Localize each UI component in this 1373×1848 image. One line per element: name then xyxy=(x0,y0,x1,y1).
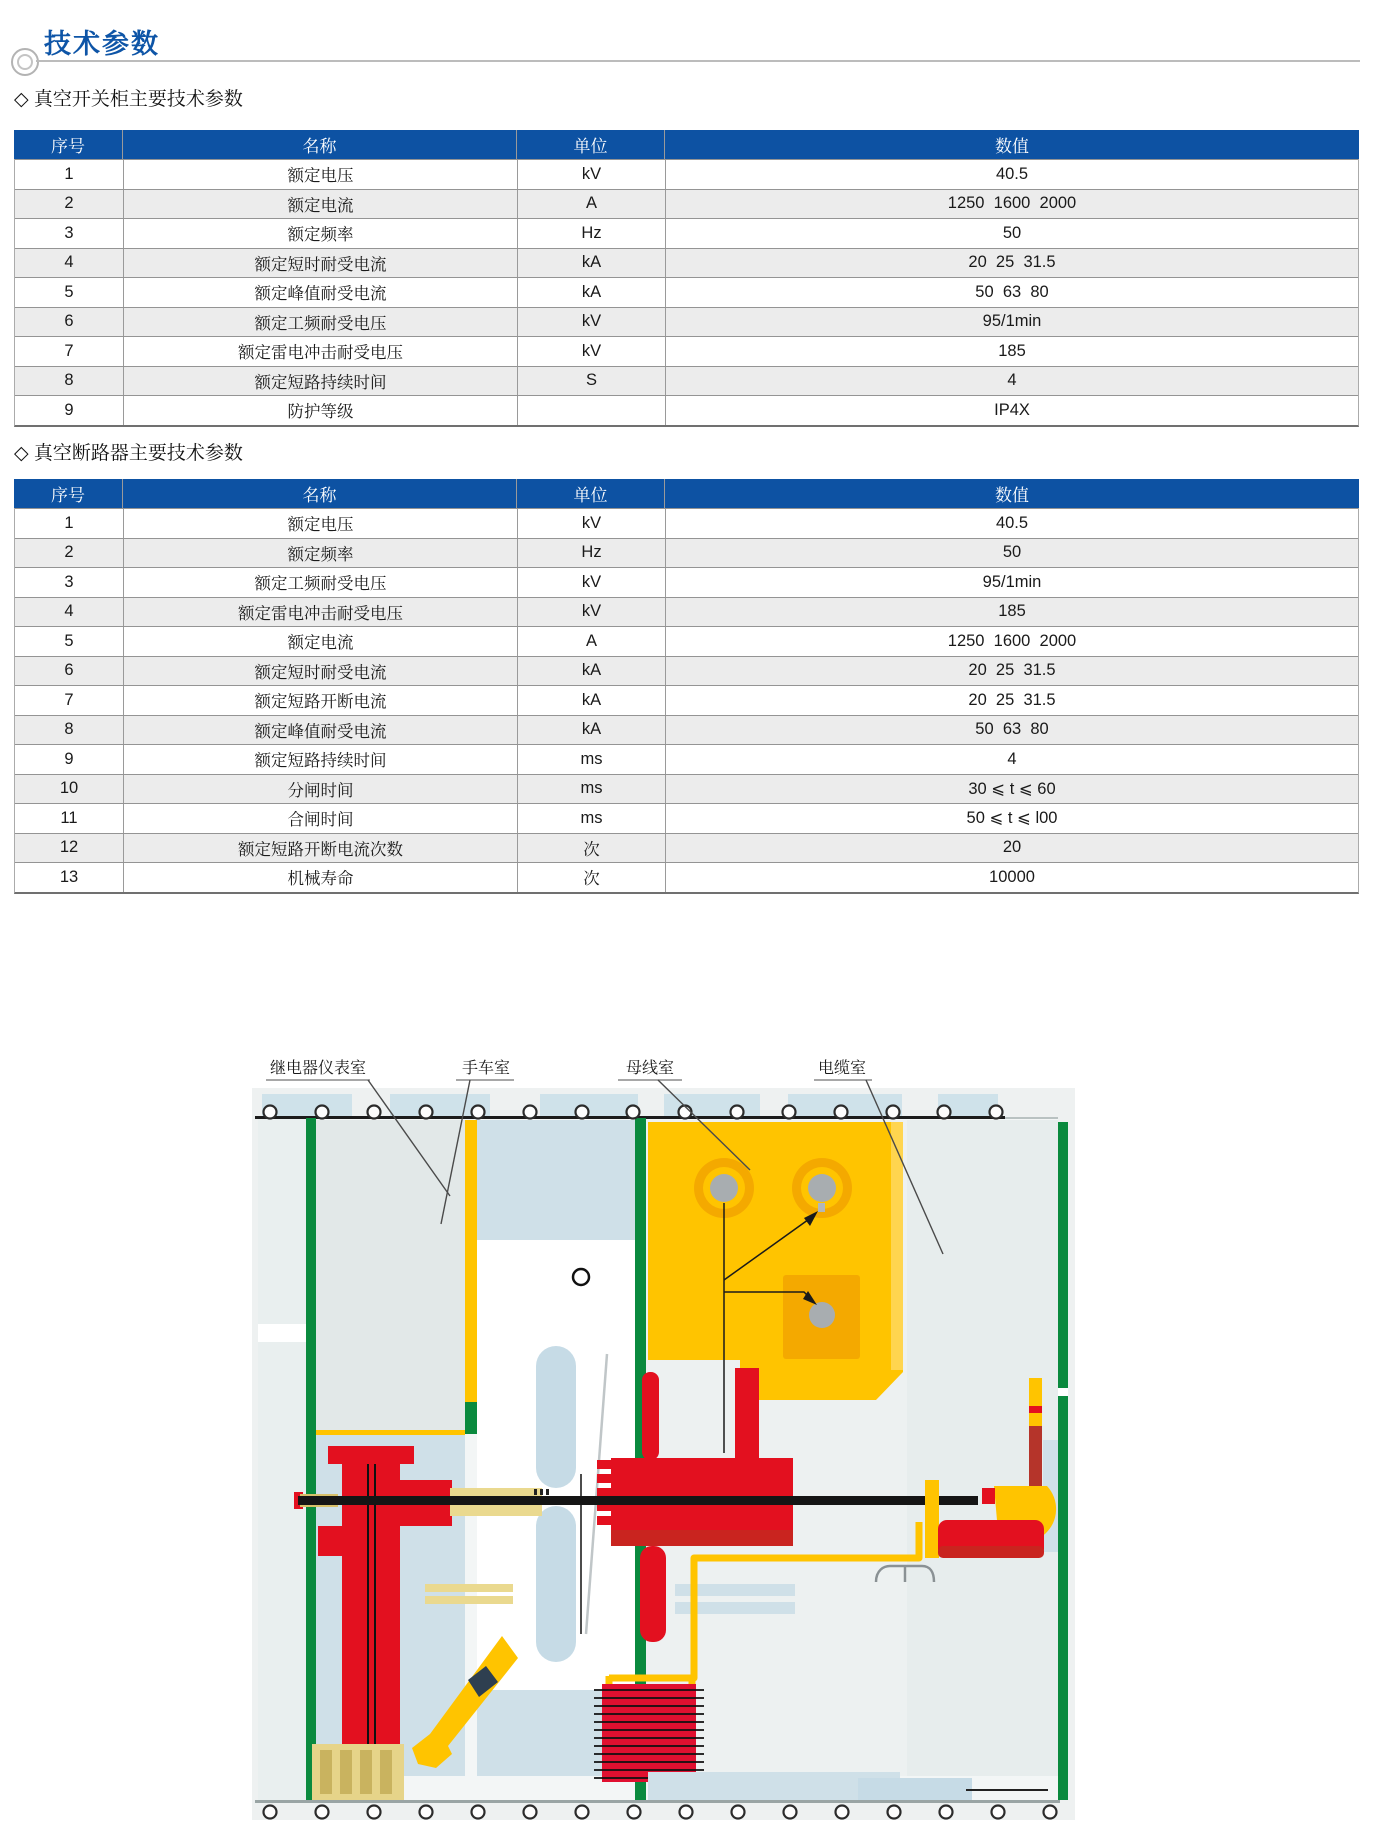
table-row xyxy=(15,189,1358,219)
decorative-ring-inner-icon xyxy=(17,54,33,70)
section-subtitle-breaker: ◇ 真空断路器主要技术参数 xyxy=(14,443,243,464)
table-cell: 防护等级 xyxy=(123,396,517,425)
table-cell: 185 xyxy=(665,337,1358,366)
table-cell: 额定峰值耐受电流 xyxy=(123,278,517,307)
table-cell: S xyxy=(517,367,665,396)
table-row xyxy=(15,656,1358,686)
table-cell: 3 xyxy=(64,572,74,591)
table-row xyxy=(15,159,1358,189)
table-cell: 额定工频耐受电压 xyxy=(123,308,517,337)
table-row xyxy=(15,307,1358,337)
busbar-bushing-icon xyxy=(792,1158,852,1218)
table-cell: 次 xyxy=(517,863,665,892)
table-body xyxy=(14,508,1359,894)
table-cell: 5 xyxy=(64,282,74,301)
table-cell: kA xyxy=(517,686,665,715)
table-cell: 40.5 xyxy=(665,160,1358,189)
table-cell: 4 xyxy=(665,367,1358,396)
column-header: 单位 xyxy=(516,479,664,508)
table-cell: 3 xyxy=(64,223,74,242)
table-cell: 2 xyxy=(64,543,74,562)
table-cell: 95/1min xyxy=(665,568,1358,597)
table-cell: 额定短路持续时间 xyxy=(123,367,517,396)
table-cell: 6 xyxy=(64,312,74,331)
table-row xyxy=(15,862,1358,892)
switchgear-cross-section-diagram xyxy=(0,1028,1373,1848)
table-cell: 额定频率 xyxy=(123,539,517,568)
table-header-row xyxy=(14,479,1359,508)
header-rule xyxy=(36,60,1360,62)
column-header: 数值 xyxy=(664,130,1359,159)
table-cell: 50 63 80 xyxy=(665,716,1358,745)
column-header: 数值 xyxy=(664,479,1359,508)
table-cell: kV xyxy=(517,337,665,366)
label-text: 母线室 xyxy=(625,1060,675,1077)
table-cell: 分闸时间 xyxy=(123,775,517,804)
column-header: 单位 xyxy=(516,130,664,159)
table-cell: 7 xyxy=(64,341,74,360)
table-row xyxy=(15,277,1358,307)
table-cell: 4 xyxy=(64,253,74,272)
table-cell: 额定短时耐受电流 xyxy=(123,249,517,278)
insulator-capsule xyxy=(536,1506,576,1662)
table-cell: 7 xyxy=(64,690,74,709)
table-row xyxy=(15,597,1358,627)
table-cell: 20 25 31.5 xyxy=(665,657,1358,686)
table-cell: 1 xyxy=(64,164,74,183)
table-cell: 额定雷电冲击耐受电压 xyxy=(123,598,517,627)
table-cell: 4 xyxy=(64,602,74,621)
section-subtitle-switchgear: ◇ 真空开关柜主要技术参数 xyxy=(14,89,243,110)
switchgear-parameters-table xyxy=(14,130,1359,427)
table-cell: 40.5 xyxy=(665,509,1358,538)
table-row xyxy=(15,218,1358,248)
table-cell: 机械寿命 xyxy=(123,863,517,892)
label-text: 手车室 xyxy=(461,1060,511,1077)
table-cell: 额定电流 xyxy=(123,190,517,219)
table-cell: 额定电压 xyxy=(123,160,517,189)
table-cell: 9 xyxy=(64,400,74,419)
table-cell: 4 xyxy=(665,745,1358,774)
table-cell: 10 xyxy=(59,779,79,798)
table-cell: 1250 1600 2000 xyxy=(665,190,1358,219)
table-row xyxy=(15,685,1358,715)
table-cell: 12 xyxy=(59,838,79,857)
table-cell: 额定电流 xyxy=(123,627,517,656)
table-cell: 1250 1600 2000 xyxy=(665,627,1358,656)
table-row xyxy=(15,395,1358,425)
table-cell: Hz xyxy=(517,219,665,248)
current-transformer xyxy=(594,1684,704,1782)
table-cell: 2 xyxy=(64,194,74,213)
table-header-row xyxy=(14,130,1359,159)
table-cell: A xyxy=(517,627,665,656)
table-cell: kA xyxy=(517,657,665,686)
table-cell: kV xyxy=(517,308,665,337)
table-row xyxy=(15,774,1358,804)
table-row xyxy=(15,626,1358,656)
table-cell xyxy=(517,396,665,425)
table-cell: 10000 xyxy=(665,863,1358,892)
table-row xyxy=(15,567,1358,597)
table-cell: ms xyxy=(517,804,665,833)
label-text: 继电器仪表室 xyxy=(269,1060,367,1077)
page-title: 技术参数 xyxy=(44,29,160,59)
table-cell: ms xyxy=(517,745,665,774)
table-row xyxy=(15,336,1358,366)
table-cell: 11 xyxy=(60,808,78,827)
table-cell: 8 xyxy=(64,371,74,390)
table-cell: 13 xyxy=(59,867,79,886)
table-cell: 30 ⩽ t ⩽ 60 xyxy=(665,775,1358,804)
table-cell: 额定短路持续时间 xyxy=(123,745,517,774)
table-cell: 额定短路开断电流 xyxy=(123,686,517,715)
table-cell: 1 xyxy=(64,513,74,532)
table-cell: kV xyxy=(517,568,665,597)
table-cell: kA xyxy=(517,278,665,307)
column-header: 名称 xyxy=(122,479,516,508)
table-cell: kV xyxy=(517,160,665,189)
table-cell: 5 xyxy=(64,631,74,650)
table-cell: kV xyxy=(517,598,665,627)
table-cell: 20 xyxy=(665,834,1358,863)
table-cell: 额定短路开断电流次数 xyxy=(123,834,517,863)
table-row xyxy=(15,366,1358,396)
table-cell: 95/1min xyxy=(665,308,1358,337)
table-row xyxy=(15,803,1358,833)
table-cell: 50 xyxy=(665,219,1358,248)
interlock-hole-icon xyxy=(573,1269,589,1285)
table-cell: kA xyxy=(517,249,665,278)
table-row xyxy=(15,744,1358,774)
breaker-parameters-table xyxy=(14,479,1359,894)
table-cell: 9 xyxy=(64,749,74,768)
busbar-bushing-pad-icon xyxy=(783,1275,860,1359)
table-cell: 额定雷电冲击耐受电压 xyxy=(123,337,517,366)
table-cell: Hz xyxy=(517,539,665,568)
table-cell: 50 63 80 xyxy=(665,278,1358,307)
bolt-row-top xyxy=(264,1106,1003,1119)
table-cell: A xyxy=(517,190,665,219)
table-cell: IP4X xyxy=(665,396,1358,425)
table-cell: 50 xyxy=(665,539,1358,568)
column-header: 序号 xyxy=(51,486,85,505)
table-row xyxy=(15,248,1358,278)
table-cell: kA xyxy=(517,716,665,745)
table-cell: 6 xyxy=(64,661,74,680)
table-cell: 额定频率 xyxy=(123,219,517,248)
table-cell: 额定峰值耐受电流 xyxy=(123,716,517,745)
table-cell: kV xyxy=(517,509,665,538)
insulator-capsule xyxy=(536,1346,576,1488)
table-cell: 8 xyxy=(64,720,74,739)
table-row xyxy=(15,833,1358,863)
table-cell: 185 xyxy=(665,598,1358,627)
table-cell: ms xyxy=(517,775,665,804)
table-row xyxy=(15,538,1358,568)
table-cell: 额定短时耐受电流 xyxy=(123,657,517,686)
table-cell: 50 ⩽ t ⩽ l00 xyxy=(665,804,1358,833)
table-cell: 合闸时间 xyxy=(123,804,517,833)
table-cell: 额定工频耐受电压 xyxy=(123,568,517,597)
table-cell: 20 25 31.5 xyxy=(665,686,1358,715)
column-header: 名称 xyxy=(122,130,516,159)
table-cell: 次 xyxy=(517,834,665,863)
table-row xyxy=(15,715,1358,745)
table-body xyxy=(14,159,1359,427)
table-row xyxy=(15,508,1358,538)
table-cell: 20 25 31.5 xyxy=(665,249,1358,278)
label-text: 电缆室 xyxy=(817,1060,867,1077)
table-cell: 额定电压 xyxy=(123,509,517,538)
column-header: 序号 xyxy=(51,137,85,156)
